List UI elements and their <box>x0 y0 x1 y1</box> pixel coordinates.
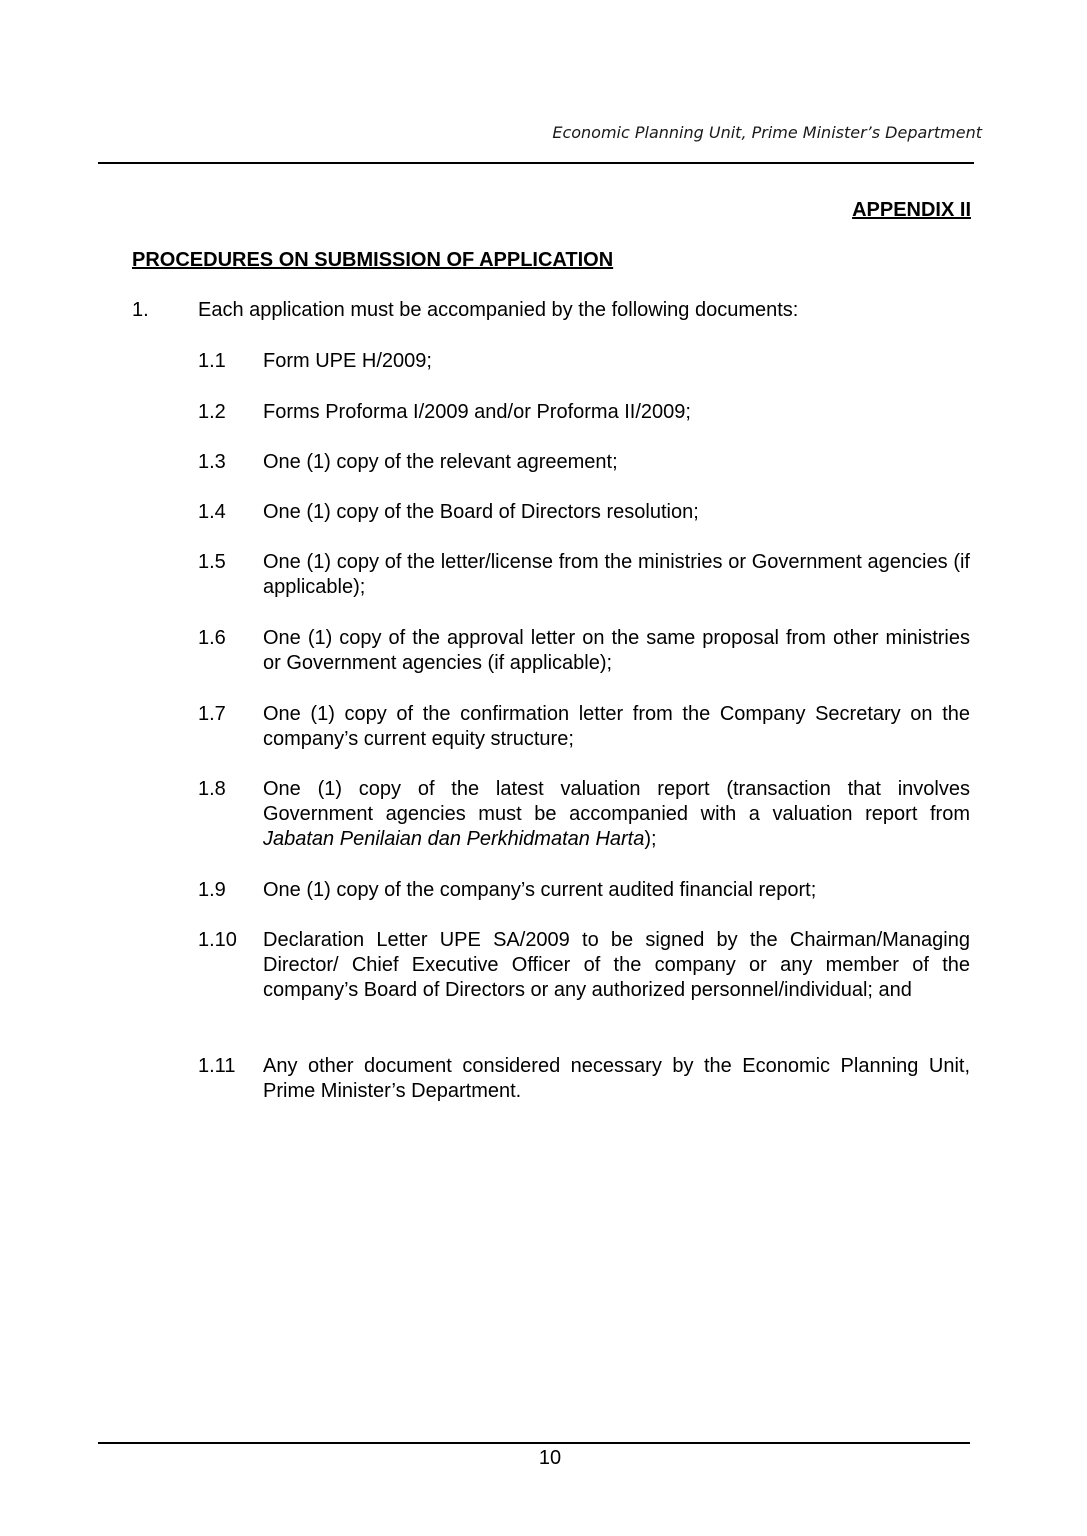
item-number: 1.6 <box>198 627 226 649</box>
list-item <box>198 626 970 676</box>
intro-text: Each application must be accompanied by the following documents: <box>198 299 799 321</box>
running-header: Economic Planning Unit, Prime Minister’s Department <box>552 123 982 142</box>
item-text-italic: Jabatan Penilaian dan Perkhidmatan Harta <box>263 828 645 850</box>
footer-divider <box>98 1442 970 1444</box>
item-text-tail: ); <box>644 828 657 850</box>
item-number: 1.8 <box>198 778 226 800</box>
section-title: PROCEDURES ON SUBMISSION OF APPLICATION <box>132 249 614 271</box>
item-text: One (1) copy of the relevant agreement; <box>263 451 618 473</box>
item-text: Declaration Letter UPE SA/2009 to be signed by the Chairman/Managing Director/ Chief Executive Officer of the company or any member of the company’s Board of Directors or any authorized personnel/individual; and <box>263 929 970 1001</box>
item-text: One (1) copy of the approval letter on the same proposal from other ministries or Government agencies (if applicable); <box>263 627 970 674</box>
list-item <box>198 450 970 475</box>
item-number: 1.7 <box>198 703 226 725</box>
item-text: Any other document considered necessary by the Economic Planning Unit, Prime Minister’s Department. <box>263 1055 970 1102</box>
appendix-label: APPENDIX II <box>852 199 971 221</box>
item-number: 1.3 <box>198 451 226 473</box>
list-item <box>198 400 970 425</box>
item-number: 1.4 <box>198 501 226 523</box>
list-item <box>198 777 970 852</box>
list-item <box>198 878 970 903</box>
list-item <box>198 928 970 1003</box>
item-text: One (1) copy of the letter/license from the ministries or Government agencies (if applicable); <box>263 551 970 598</box>
item-text: Forms Proforma I/2009 and/or Proforma II/2009; <box>263 401 691 423</box>
list-item <box>198 500 970 525</box>
item-text-plain: One (1) copy of the latest valuation report (transaction that involves Government agencies must be accompanied with a valuation report from <box>263 778 970 825</box>
list-item <box>198 1054 970 1104</box>
item-number: 1.9 <box>198 879 226 901</box>
item-text: One (1) copy of the company’s current audited financial report; <box>263 879 817 901</box>
intro-number: 1. <box>132 299 149 321</box>
item-number: 1.10 <box>198 929 237 951</box>
item-text <box>263 777 970 852</box>
item-number: 1.11 <box>198 1055 236 1077</box>
list-item <box>198 349 970 374</box>
list-item <box>198 550 970 600</box>
item-text: One (1) copy of the Board of Directors resolution; <box>263 501 699 523</box>
item-number: 1.2 <box>198 401 226 423</box>
list-item <box>198 702 970 752</box>
item-number: 1.1 <box>198 350 226 372</box>
item-number: 1.5 <box>198 551 226 573</box>
item-text: One (1) copy of the confirmation letter from the Company Secretary on the company’s current equity structure; <box>263 703 970 750</box>
item-text: Form UPE H/2009; <box>263 350 432 372</box>
page-number: 10 <box>538 1447 562 1469</box>
header-divider <box>98 162 974 164</box>
